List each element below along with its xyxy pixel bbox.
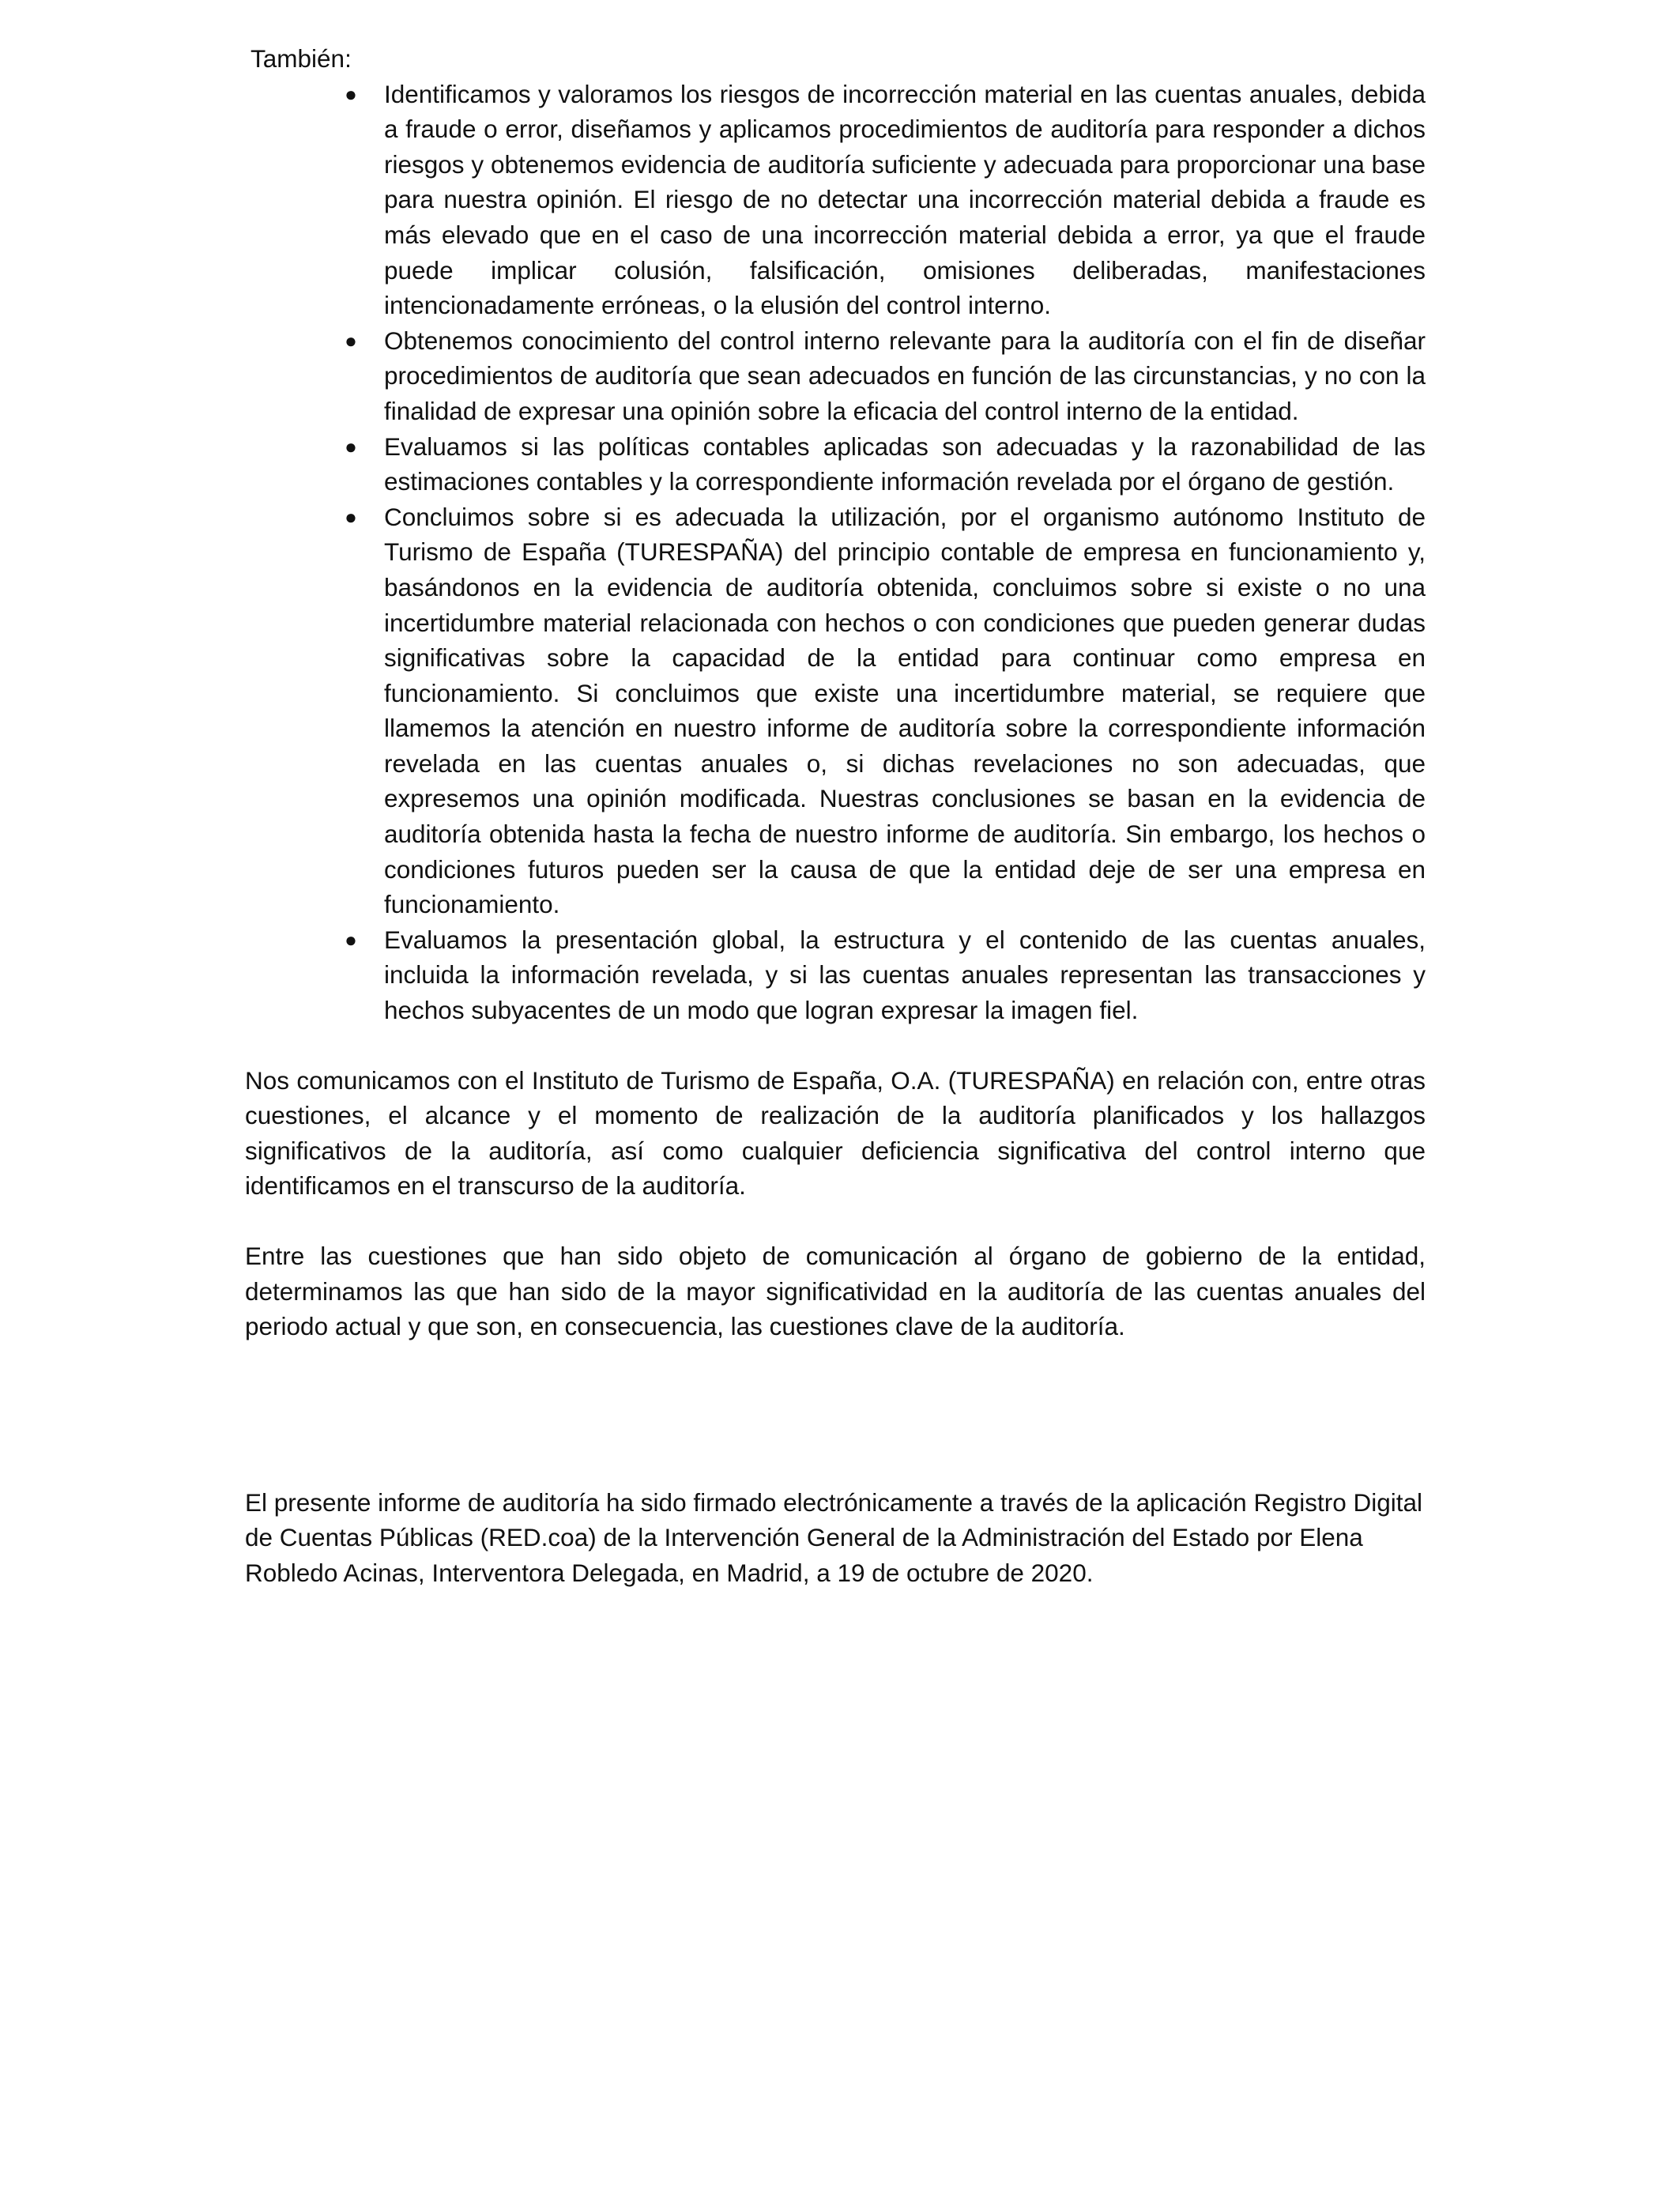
intro-label: También: <box>250 44 352 73</box>
list-item <box>245 323 1426 429</box>
list-item <box>245 77 1426 323</box>
bullet-icon: ● <box>345 328 357 352</box>
bullet-list <box>245 77 1426 1028</box>
list-item-text: Evaluamos si las políticas contables aplicadas son adecuadas y la razonabilidad de las estimaciones contables y la correspondiente información revelada por el órgano de gestión. <box>384 432 1426 496</box>
paragraph-communication: Nos comunicamos con el Instituto de Turismo de España, O.A. (TURESPAÑA) en relación con, entre otras cuestiones, el alcance y el momento de realización de la auditoría planificados y los hallazgos significativos de la auditoría, así como cualquier deficiencia significativa del control interno que identificamos en el transcurso de la auditoría. <box>245 1065 1426 1201</box>
bullet-icon: ● <box>345 434 357 458</box>
list-item-text: Evaluamos la presentación global, la estructura y el contenido de las cuentas anuales, incluida la información revelada, y si las cuentas anuales representan las transacciones y hechos subyacentes de un modo que logran expresar la imagen fiel. <box>384 925 1426 1025</box>
bullet-icon: ● <box>345 504 357 529</box>
list-item-text: Concluimos sobre si es adecuada la utilización, por el organismo autónomo Instituto de Turismo de España (TURESPAÑA) del principio contable de empresa en funcionamiento y, basándonos en la evidencia de auditoría obtenida, concluimos sobre si existe o no una incertidumbre material relacionada con hechos o con condiciones que pueden generar dudas significativas sobre la capacidad de la entidad para continuar como empresa en funcionamiento. Si concluimos que existe una incertidumbre material, se requiere que llamemos la atención en nuestro informe de auditoría sobre la correspondiente información revelada en las cuentas anuales o, si dichas revelaciones no son adecuadas, que expresemos una opinión modificada. Nuestras conclusiones se basan en la evidencia de auditoría obtenida hasta la fecha de nuestro informe de auditoría. Sin embargo, los hechos o condiciones futuros pueden ser la causa de que la entidad deje de ser una empresa en funcionamiento. <box>384 502 1426 919</box>
list-item <box>245 499 1426 922</box>
list-item-text: Identificamos y valoramos los riesgos de incorrección material en las cuentas anuales, debida a fraude o error, diseñamos y aplicamos procedimientos de auditoría para responder a dichos riesgos y obtenemos evidencia de auditoría suficiente y adecuada para proporcionar una base para nuestra opinión. El riesgo de no detectar una incorrección material debida a fraude es más elevado que en el caso de una incorrección material debida a error, ya que el fraude puede implicar colusión, falsificación, omisiones deliberadas, manifestaciones intencionadamente erróneas, o la elusión del control interno. <box>384 79 1426 320</box>
list-item <box>245 922 1426 1028</box>
list-item <box>245 429 1426 499</box>
bullet-icon: ● <box>345 927 357 952</box>
list-item-text: Obtenemos conocimiento del control interno relevante para la auditoría con el fin de diseñar procedimientos de auditoría que sean adecuados en función de las circunstancias, y no con la finalidad de expresar una opinión sobre la eficacia del control interno de la entidad. <box>384 326 1426 425</box>
paragraph-key-matters: Entre las cuestiones que han sido objeto de comunicación al órgano de gobierno de la entidad, determinamos las que han sido de la mayor significatividad en la auditoría de las cuentas anuales del periodo actual y que son, en consecuencia, las cuestiones clave de la auditoría. <box>245 1242 1426 1341</box>
bullet-icon: ● <box>345 81 357 106</box>
paragraph-signature: El presente informe de auditoría ha sido firmado electrónicamente a través de la aplicación Registro Digital de Cuentas Públicas (RED.coa) de la Intervención General de la Administración del Estado por Elena Robledo Acinas, Interventora Delegada, en Madrid, a 19 de octubre de 2020. <box>245 1487 1423 1587</box>
document-body <box>245 41 1426 1591</box>
